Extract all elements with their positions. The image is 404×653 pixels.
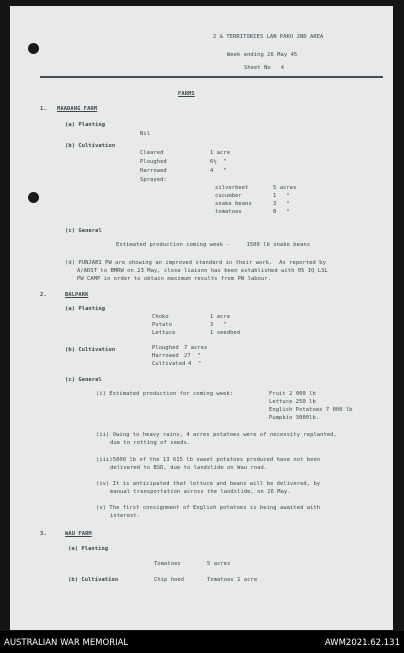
s2-cultivation-value: 4 "	[188, 361, 202, 367]
s3-cultivation-item: Chip hoed	[154, 577, 185, 583]
s1-cultivation-item: Harrowed	[140, 168, 167, 174]
s2-produce-item: Fruit 2 000 lb	[269, 391, 316, 397]
s1-note-line: PW CAMP in order to obtain maximum results from PW labour.	[77, 276, 272, 282]
s2-produce-item: English Potatoes 7 000 lb	[269, 407, 353, 413]
s2-cultivation-label: (b) Cultivation	[65, 347, 116, 353]
s2-note-line: manual transportation across the landslide, on 26 May.	[110, 489, 291, 495]
s3-cultivation-value: Tomatoes 1 acre	[207, 577, 258, 583]
s2-produce-item: Pumpkin 3000lb.	[269, 415, 320, 421]
s2-cultivation-item: Harrowed	[152, 353, 179, 359]
s2-note-line: (v) The first consignment of English potatoes is being awaited with	[96, 505, 321, 511]
s1-general-text: Estimated production coming week - 1500 lb snake beans	[116, 242, 311, 248]
s2-produce-item: Lettuce 250 lb	[269, 399, 316, 405]
s1-sprayed-value: 5 acres	[273, 185, 297, 191]
section-3-title: WAU FARM	[65, 531, 92, 537]
s3-planting-label: (a) Planting	[68, 546, 109, 552]
punch-hole-bottom	[28, 192, 39, 203]
s1-planting-value: Nil	[140, 131, 151, 137]
s2-cultivation-value: 7 acres	[184, 345, 208, 351]
s2-planting-item: Choko	[152, 314, 169, 320]
s2-note-line: delivered to BSD, due to landslide on Wau road.	[110, 465, 268, 471]
s1-cultivation-item: Ploughed	[140, 159, 167, 165]
section-1-title: MAADANG FARM	[57, 106, 98, 112]
section-2-number: 2.	[40, 292, 47, 298]
s2-note-line: interest.	[110, 513, 141, 519]
punch-hole-top	[28, 43, 39, 54]
s1-cultivation-item: Cleared	[140, 150, 164, 156]
unit-title: 2 & TERRITORIES LAN PAKU 2ND AREA	[213, 34, 324, 40]
s1-planting-label: (a) Planting	[65, 122, 106, 128]
s2-note-line: (iii)5000 lb of the 13 615 lb sweet potatoes produced have not been	[96, 457, 321, 463]
s2-planting-value: 1 seedbed	[210, 330, 241, 336]
s2-general-label: (c) General	[65, 377, 102, 383]
sheet-number: Sheet No 4	[244, 65, 285, 71]
archive-name: AUSTRALIAN WAR MEMORIAL	[4, 638, 129, 648]
archive-footer	[0, 631, 404, 653]
s1-sprayed-item: silverbeet	[215, 185, 249, 191]
archive-reference: AWM2021.62.131	[324, 638, 400, 648]
s3-planting-item: Tomatoes	[154, 561, 181, 567]
s3-planting-value: 5 acres	[207, 561, 231, 567]
section-1-number: 1.	[40, 106, 47, 112]
s2-note-line: (iv) It is anticipated that lettuce and beans will be delivered, by	[96, 481, 321, 487]
section-2-title: BALPARK	[65, 292, 89, 298]
s1-sprayed-item: snake beans	[215, 201, 252, 207]
s2-planting-value: 3 "	[210, 322, 227, 328]
s1-cultivation-item: Sprayed:	[140, 177, 167, 183]
s2-planting-label: (a) Planting	[65, 306, 106, 312]
farms-heading: FARMS	[178, 91, 195, 97]
s2-estimate-text: (i) Estimated production for coming week:	[96, 391, 234, 397]
s1-cultivation-label: (b) Cultivation	[65, 143, 116, 149]
s2-cultivation-item: Cultivated	[152, 361, 186, 367]
s2-planting-item: Lettuce	[152, 330, 176, 336]
s2-planting-item: Potato	[152, 322, 173, 328]
section-3-number: 3.	[40, 531, 47, 537]
s1-note-line: A/ADST to BMRW on 23 May, close liaison has been established with 05 IQ LSL	[77, 268, 328, 274]
week-ending: Week ending 26 May 45	[227, 52, 298, 58]
s2-note-line: (ii) Owing to heavy rains, 4 acres potatoes were of necessity replanted,	[96, 432, 337, 438]
s1-sprayed-item: cucumber	[215, 193, 242, 199]
s1-general-label: (c) General	[65, 228, 102, 234]
s2-cultivation-item: Ploughed	[152, 345, 179, 351]
s1-sprayed-value: 8 "	[273, 209, 290, 215]
s2-cultivation-value: 27 "	[184, 353, 201, 359]
s2-planting-value: 1 acre	[210, 314, 231, 320]
s1-sprayed-value: 3 "	[273, 201, 290, 207]
s1-cultivation-value: 6½ "	[210, 159, 227, 165]
s2-note-line: due to rotting of seeds.	[110, 440, 191, 446]
s1-sprayed-item: tomatoes	[215, 209, 242, 215]
s1-cultivation-value: 1 acre	[210, 150, 231, 156]
s1-note-line: (d) PUNJABI PW are showing an improved standard in their work. As reported by	[65, 260, 326, 266]
s1-sprayed-value: 1 "	[273, 193, 290, 199]
document-sheet	[10, 6, 393, 630]
header-divider	[40, 76, 383, 78]
s1-cultivation-value: 4 "	[210, 168, 227, 174]
s3-cultivation-label: (b) Cultivation	[68, 577, 119, 583]
